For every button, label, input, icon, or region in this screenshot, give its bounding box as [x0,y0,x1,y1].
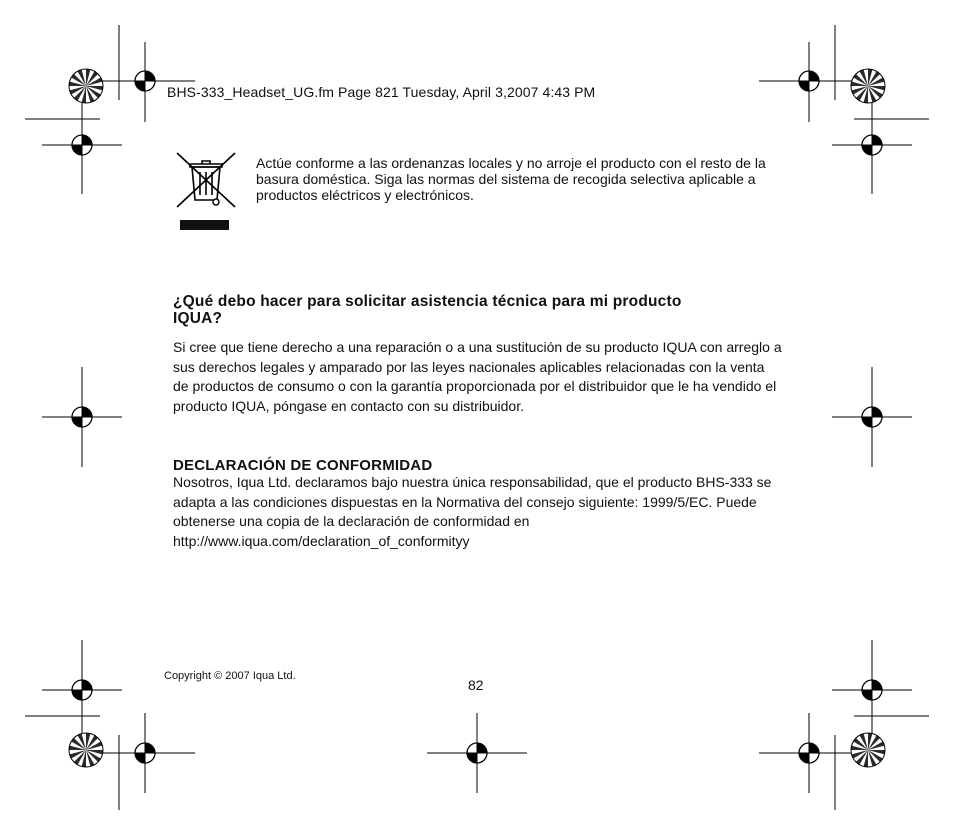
crossed-out-wheelie-bin-icon [176,150,236,232]
disposal-notice: Actúe conforme a las ordenanzas locales y no arroje el producto con el resto de la basura doméstica. Siga las normas del sistema de recogida selectiva aplicable a productos eléctricos y electrónicos. [256,155,766,203]
declaration-title: DECLARACIÓN DE CONFORMIDAD [173,457,433,474]
copyright-notice: Copyright © 2007 Iqua Ltd. [164,670,296,682]
print-slug-header: BHS-333_Headset_UG.fm Page 821 Tuesday, April 3,2007 4:43 PM [167,84,596,100]
page-number: 82 [468,677,484,693]
declaration-paragraph: Nosotros, Iqua Ltd. declaramos bajo nuestra única responsabilidad, que el producto BHS-333 se adapta a las condiciones dispuestas en la Normativa del consejo siguiente: 1999/5/EC. Puede obtenerse una copia de la declaración de conformidad en http://www.iqua.com/declaration_of_conformityy [173,474,772,549]
support-paragraph: Si cree que tiene derecho a una reparación o a una sustitución de su producto IQUA con arreglo a sus derechos legales y amparado por las leyes nacionales aplicables relacionadas con la venta de productos de consumo o con la garantía proporcionada por el distribuidor que le ha vendido el producto IQUA, póngase en contacto con su distribuidor. [173,339,782,414]
support-heading: ¿Qué debo hacer para solicitar asistencia técnica para mi producto IQUA? [173,293,682,327]
